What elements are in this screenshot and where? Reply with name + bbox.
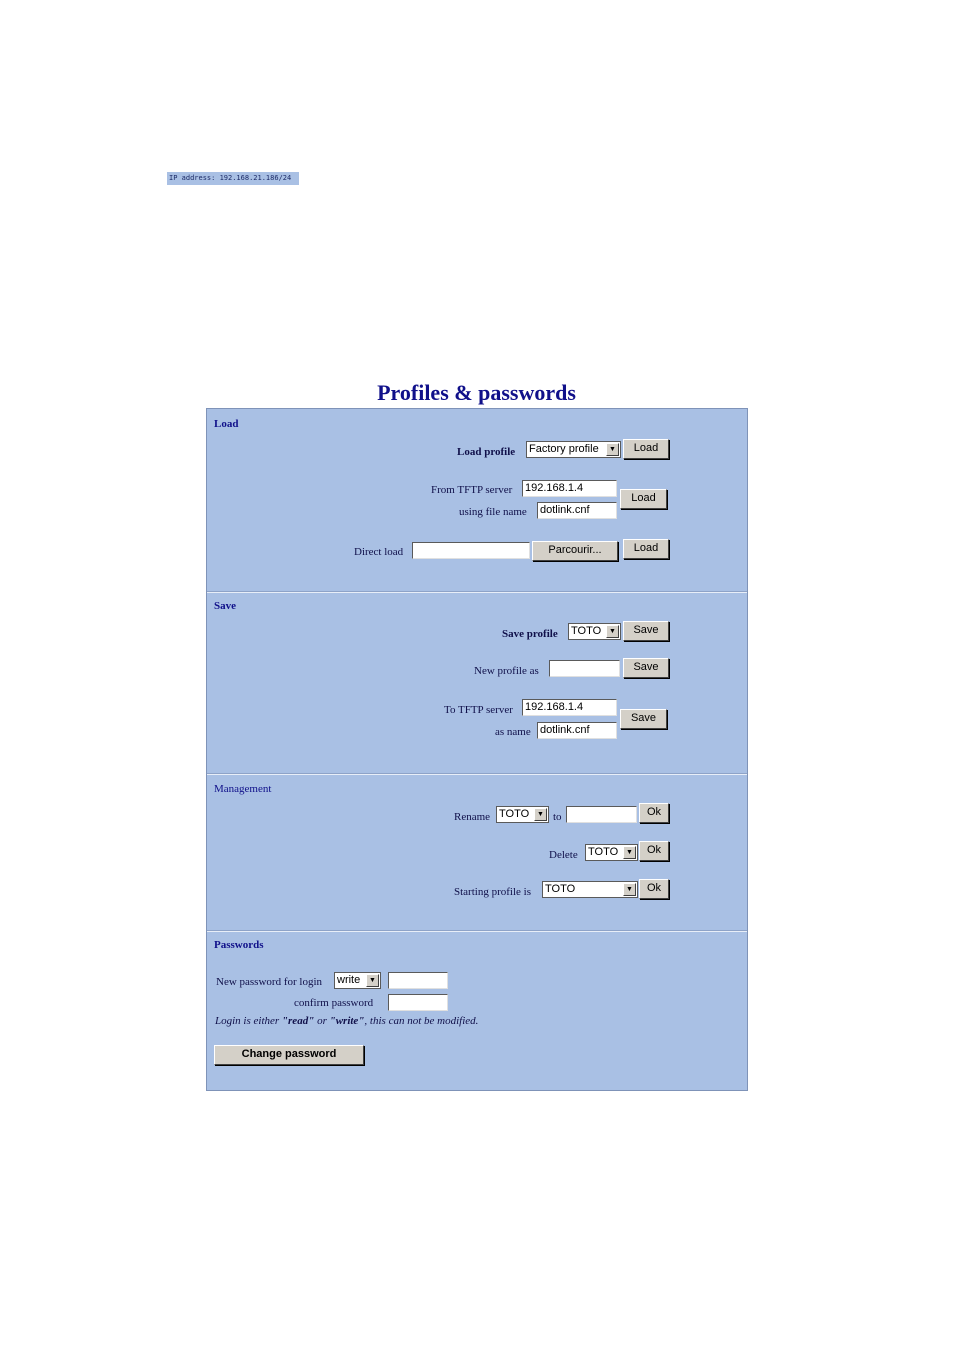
section-divider <box>207 930 747 932</box>
load-tftp-label: From TFTP server <box>431 484 513 496</box>
rename-label: Rename <box>454 811 491 823</box>
new-password-label: New password for login <box>216 976 323 988</box>
direct-load-input[interactable] <box>412 542 530 559</box>
chevron-down-icon: ▼ <box>534 808 547 821</box>
rename-to-label: to <box>553 811 562 823</box>
rename-profile-select[interactable] <box>496 806 549 823</box>
new-profile-save-button[interactable]: Save <box>623 658 669 678</box>
new-profile-input[interactable] <box>549 660 620 677</box>
load-profile-label: Load profile <box>457 446 516 458</box>
chevron-down-icon: ▼ <box>366 974 379 987</box>
save-name-label: as name <box>495 726 531 738</box>
load-profile-select[interactable] <box>526 441 621 458</box>
save-tftp-label: To TFTP server <box>444 704 513 716</box>
save-tftp-button[interactable]: Save <box>620 709 667 729</box>
save-profile-button[interactable]: Save <box>623 621 669 641</box>
rename-ok-button[interactable]: Ok <box>639 803 669 823</box>
load-file-name-input[interactable]: dotlink.cnf <box>537 502 617 519</box>
save-heading: Save <box>214 600 236 612</box>
login-note-suffix: , this can not be modified. <box>364 1015 479 1027</box>
load-profile-value: Factory profile <box>529 443 599 455</box>
save-tftp-server-input[interactable]: 192.168.1.4 <box>522 699 617 716</box>
ip-address-text: IP address: 192.168.21.186/24 <box>169 174 292 182</box>
starting-ok-button[interactable]: Ok <box>639 879 669 899</box>
save-profile-label: Save profile <box>502 628 558 640</box>
section-divider <box>207 773 747 775</box>
profiles-panel <box>206 408 748 1091</box>
management-heading: Management <box>214 783 272 795</box>
login-note-or: or <box>314 1015 330 1027</box>
rename-profile-value: TOTO <box>499 808 530 820</box>
chevron-down-icon: ▼ <box>623 846 636 859</box>
login-value: write <box>337 974 361 986</box>
load-tftp-server-input[interactable]: 192.168.1.4 <box>522 480 617 497</box>
passwords-heading: Passwords <box>214 939 264 951</box>
chevron-down-icon: ▼ <box>606 625 619 638</box>
chevron-down-icon: ▼ <box>606 443 619 456</box>
login-note <box>215 1015 478 1027</box>
chevron-down-icon: ▼ <box>623 883 636 896</box>
delete-ok-button[interactable]: Ok <box>639 841 669 861</box>
save-profile-select[interactable] <box>568 623 621 640</box>
login-note-write: "write" <box>329 1015 365 1027</box>
login-note-prefix: Login is either <box>215 1015 282 1027</box>
load-tftp-button[interactable]: Load <box>620 489 667 509</box>
browse-button[interactable]: Parcourir... <box>532 541 618 561</box>
load-profile-button[interactable]: Load <box>623 439 669 459</box>
login-select[interactable] <box>334 972 381 989</box>
page-title: Profiles & passwords <box>377 380 576 405</box>
save-profile-value: TOTO <box>571 625 602 637</box>
login-note-read: "read" <box>281 1015 315 1027</box>
delete-label: Delete <box>549 849 578 861</box>
confirm-password-input[interactable] <box>388 994 448 1011</box>
confirm-password-label: confirm password <box>294 997 374 1009</box>
direct-load-button[interactable]: Load <box>623 539 669 559</box>
change-password-button[interactable]: Change password <box>214 1045 364 1065</box>
load-file-label: using file name <box>459 506 527 518</box>
new-profile-label: New profile as <box>474 665 539 677</box>
save-file-name-input[interactable]: dotlink.cnf <box>537 722 617 739</box>
delete-profile-value: TOTO <box>588 846 619 858</box>
rename-to-input[interactable] <box>566 806 637 823</box>
load-heading: Load <box>214 418 239 430</box>
starting-profile-value: TOTO <box>545 883 576 895</box>
ip-address-bar <box>167 172 299 185</box>
starting-profile-label: Starting profile is <box>454 886 531 898</box>
direct-load-label: Direct load <box>354 546 404 558</box>
starting-profile-select[interactable] <box>542 881 638 898</box>
section-divider <box>207 591 747 593</box>
new-password-input[interactable] <box>388 972 448 989</box>
delete-profile-select[interactable] <box>585 844 638 861</box>
